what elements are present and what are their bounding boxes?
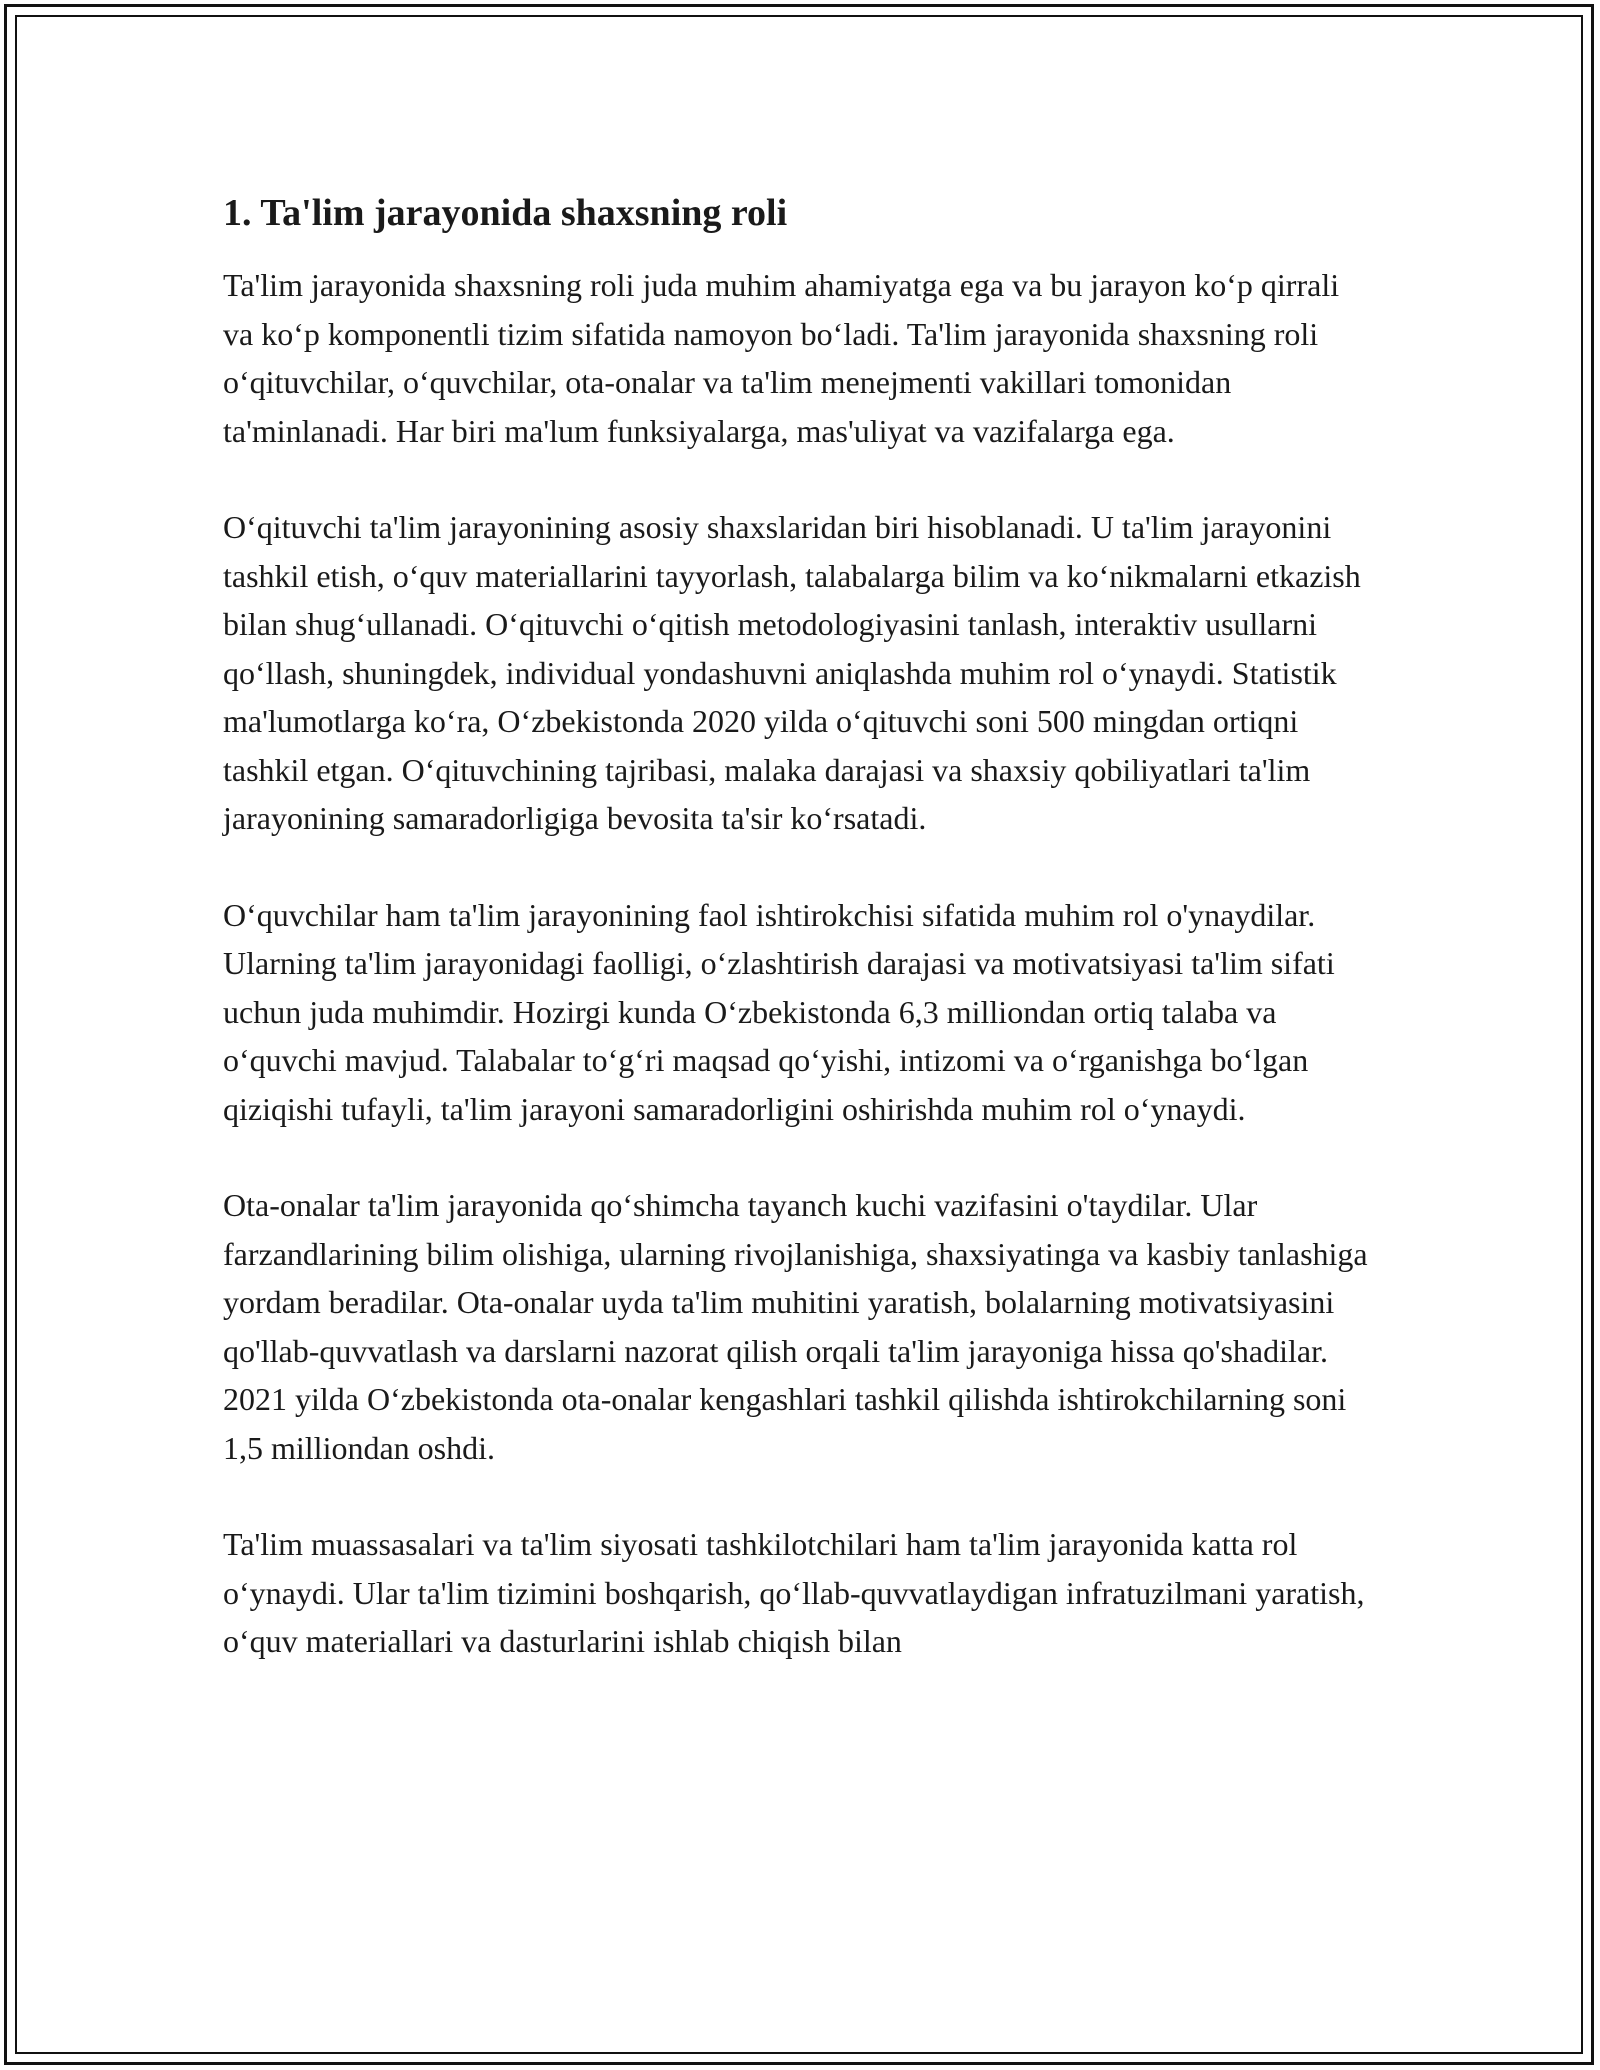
section-heading: 1. Ta'lim jarayonida shaxsning roli: [223, 192, 788, 234]
paragraph-3: O‘quvchilar ham ta'lim jarayonining faol ishtirokchisi sifatida muhim rol o'ynaydilar. Ularning ta'lim jarayonidagi faolligi, o‘zlashtirish darajasi va motivatsiyasi ta'lim sifati uchun juda muhimdir. Hozirgi kunda O‘zbekistonda 6,3 milliondan ortiq talaba va o‘quvchi mavjud. Talabalar to‘g‘ri maqsad qo‘yishi, intizomi va o‘rganishga bo‘lgan qiziqishi tufayli, ta'lim jarayoni samaradorligini oshirishda muhim rol o‘ynaydi.: [223, 896, 1335, 1127]
document-body: [223, 183, 1373, 1714]
paragraph-2: O‘qituvchi ta'lim jarayonining asosiy shaxslaridan biri hisoblanadi. U ta'lim jarayonini tashkil etish, o‘quv materiallarini tayyorlash, talabalarga bilim va ko‘nikmalarni etkazish bilan shug‘ullanadi. O‘qituvchi o‘qitish metodologiyasini tanlash, interaktiv usullarni qo‘llash, shuningdek, individual yondashuvni aniqlashda muhim rol o‘ynaydi. Statistik ma'lumotlarga ko‘ra, O‘zbekistonda 2020 yilda o‘qituvchi soni 500 mingdan ortiqni tashkil etgan. O‘qituvchining tajribasi, malaka darajasi va shaxsiy qobiliyatlari ta'lim jarayonining samaradorligiga bevosita ta'sir ko‘rsatadi.: [223, 509, 1361, 836]
paragraph-5: Ta'lim muassasalari va ta'lim siyosati tashkilotchilari ham ta'lim jarayonida katta rol o‘ynaydi. Ular ta'lim tizimini boshqarish, qo‘llab-quvvatlaydigan infratuzilmani yaratish, o‘quv materiallari va dasturlarini ishlab chiqish bilan: [223, 1526, 1365, 1659]
paragraph-1: Ta'lim jarayonida shaxsning roli juda muhim ahamiyatga ega va bu jarayon ko‘p qirrali va ko‘p komponentli tizim sifatida namoyon bo‘ladi. Ta'lim jarayonida shaxsning roli o‘qituvchilar, o‘quvchilar, ota-onalar va ta'lim menejmenti vakillari tomonidan ta'minlanadi. Har biri ma'lum funksiyalarga, mas'uliyat va vazifalarga ega.: [223, 267, 1340, 449]
paragraph-4: Ota-onalar ta'lim jarayonida qo‘shimcha tayanch kuchi vazifasini o'taydilar. Ular farzandlarining bilim olishiga, ularning rivojlanishiga, shaxsiyatinga va kasbiy tanlashiga yordam beradilar. Ota-onalar uyda ta'lim muhitini yaratish, bolalarning motivatsiyasini qo'llab-quvvatlash va darslarni nazorat qilish orqali ta'lim jarayoniga hissa qo'shadilar. 2021 yilda O‘zbekistonda ota-onalar kengashlari tashkil qilishda ishtirokchilarning soni 1,5 milliondan oshdi.: [223, 1187, 1368, 1466]
